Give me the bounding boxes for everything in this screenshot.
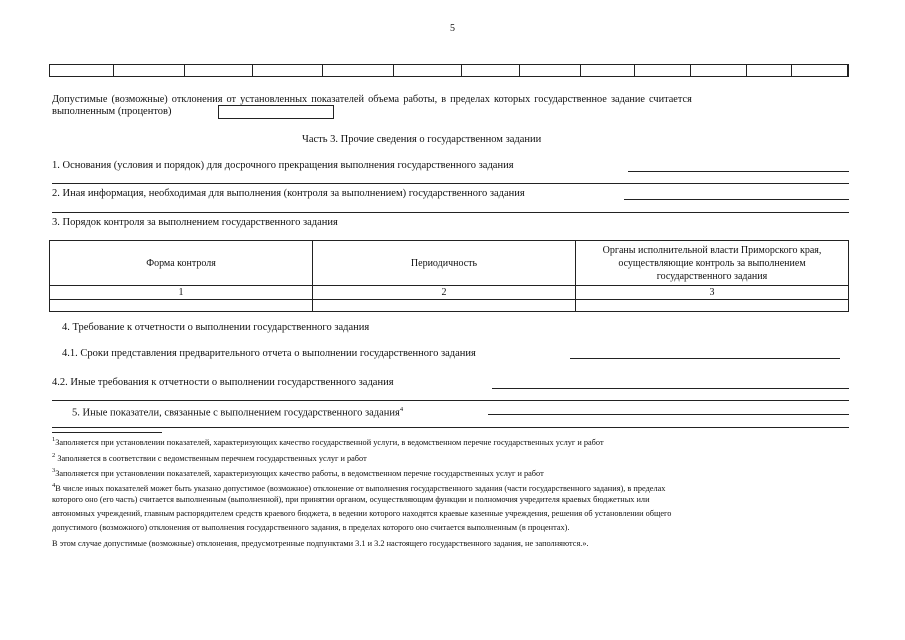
- page-number: 5: [450, 23, 455, 34]
- item42-fill-line: [492, 388, 849, 389]
- item1-fill-line: [628, 171, 849, 172]
- item2-fill-line: [624, 199, 849, 200]
- deviation-text-line1: Допустимые (возможные) отклонения от установленных показателей объема работы, в пределах которых государственное задание считается: [52, 94, 692, 105]
- item5-text: 5. Иные показатели, связанные с выполнением государственного задания: [72, 407, 400, 419]
- table-row: [50, 286, 849, 300]
- header-authorities: Органы исполнительной власти Приморского края, осуществляющие контроль за выполнением государственного задания: [576, 241, 849, 286]
- item5-label: [72, 403, 403, 420]
- item4-label: 4. Требование к отчетности о выполнении государственного задания: [62, 322, 370, 333]
- column-number: 3: [576, 286, 849, 300]
- footnote-4-line4: допустимого (возможного) отклонения от выполнения государственного задания, в пределах которого оно считается выполненным (в процентах).: [52, 523, 570, 532]
- footnote-number: 1: [52, 436, 56, 443]
- item41-fill-line: [570, 358, 840, 359]
- footnote-3: [52, 464, 544, 480]
- footnote-4-line3: автономных учреждений, главным распорядителем средств краевого бюджета, в ведении которого находятся краевые казенные учреждения, решения об установлении общего: [52, 509, 672, 518]
- footnote-ref: 4: [399, 406, 404, 413]
- header-periodicity: Периодичность: [313, 241, 576, 286]
- item1-label: 1. Основания (условия и порядок) для досрочного прекращения выполнения государственного задания: [52, 160, 514, 171]
- footnote-1: [52, 433, 604, 449]
- deviation-text-line2: выполненным (процентов): [52, 106, 172, 117]
- item5-divider: [52, 427, 849, 428]
- item42-divider: [52, 400, 849, 401]
- footnote-number: 4: [52, 482, 56, 489]
- table-row: [50, 65, 849, 77]
- item5-fill-line: [488, 414, 849, 415]
- item41-label: 4.1. Сроки представления предварительного отчета о выполнении государственного задания: [62, 348, 476, 359]
- table-row: [50, 300, 849, 312]
- item2-divider: [52, 212, 849, 213]
- top-table-row: [49, 64, 849, 77]
- item42-label: 4.2. Иные требования к отчетности о выполнении государственного задания: [52, 377, 394, 388]
- deviation-value-box[interactable]: [218, 105, 334, 119]
- item1-divider: [52, 183, 849, 184]
- column-number: 1: [50, 286, 313, 300]
- footnote-text: Заполняется при установлении показателей, характеризующих качество государственной услуги, в ведомственном перечне государственных услуг и работ: [55, 437, 604, 447]
- control-table: [49, 240, 849, 312]
- footnote-text: Заполняется при установлении показателей, характеризующих качество работы, в ведомственном перечне государственных услуг и работ: [55, 468, 544, 478]
- footnote-text: В числе иных показателей может быть указано допустимое (возможное) отклонение от выполнения государственного задания (части государственного задания), в пределах: [55, 483, 666, 493]
- item3-label: 3. Порядок контроля за выполнением государственного задания: [52, 217, 338, 228]
- footnote-number: 2: [52, 452, 56, 459]
- footnote-number: 3: [52, 467, 56, 474]
- item2-label: 2. Иная информация, необходимая для выполнения (контроля за выполнением) государственного задания: [52, 188, 525, 199]
- column-number: 2: [313, 286, 576, 300]
- footnote-4-line5: В этом случае допустимые (возможные) отклонения, предусмотренные подпунктами 3.1 и 3.2 настоящего государственного задания, не заполняются.».: [52, 539, 589, 548]
- table-header-row: [50, 241, 849, 286]
- footnote-4-line2: которого оно (его часть) считается выполненным (выполненной), при принятии органом, осуществляющим функции и полномочия учредителя краевых бюджетных или: [52, 495, 650, 504]
- header-control-form: Форма контроля: [50, 241, 313, 286]
- footnote-2: [52, 449, 367, 465]
- footnote-text: Заполняется в соответствии с ведомственным перечнем государственных услуг и работ: [57, 453, 367, 463]
- part3-title: Часть 3. Прочие сведения о государственном задании: [302, 134, 542, 145]
